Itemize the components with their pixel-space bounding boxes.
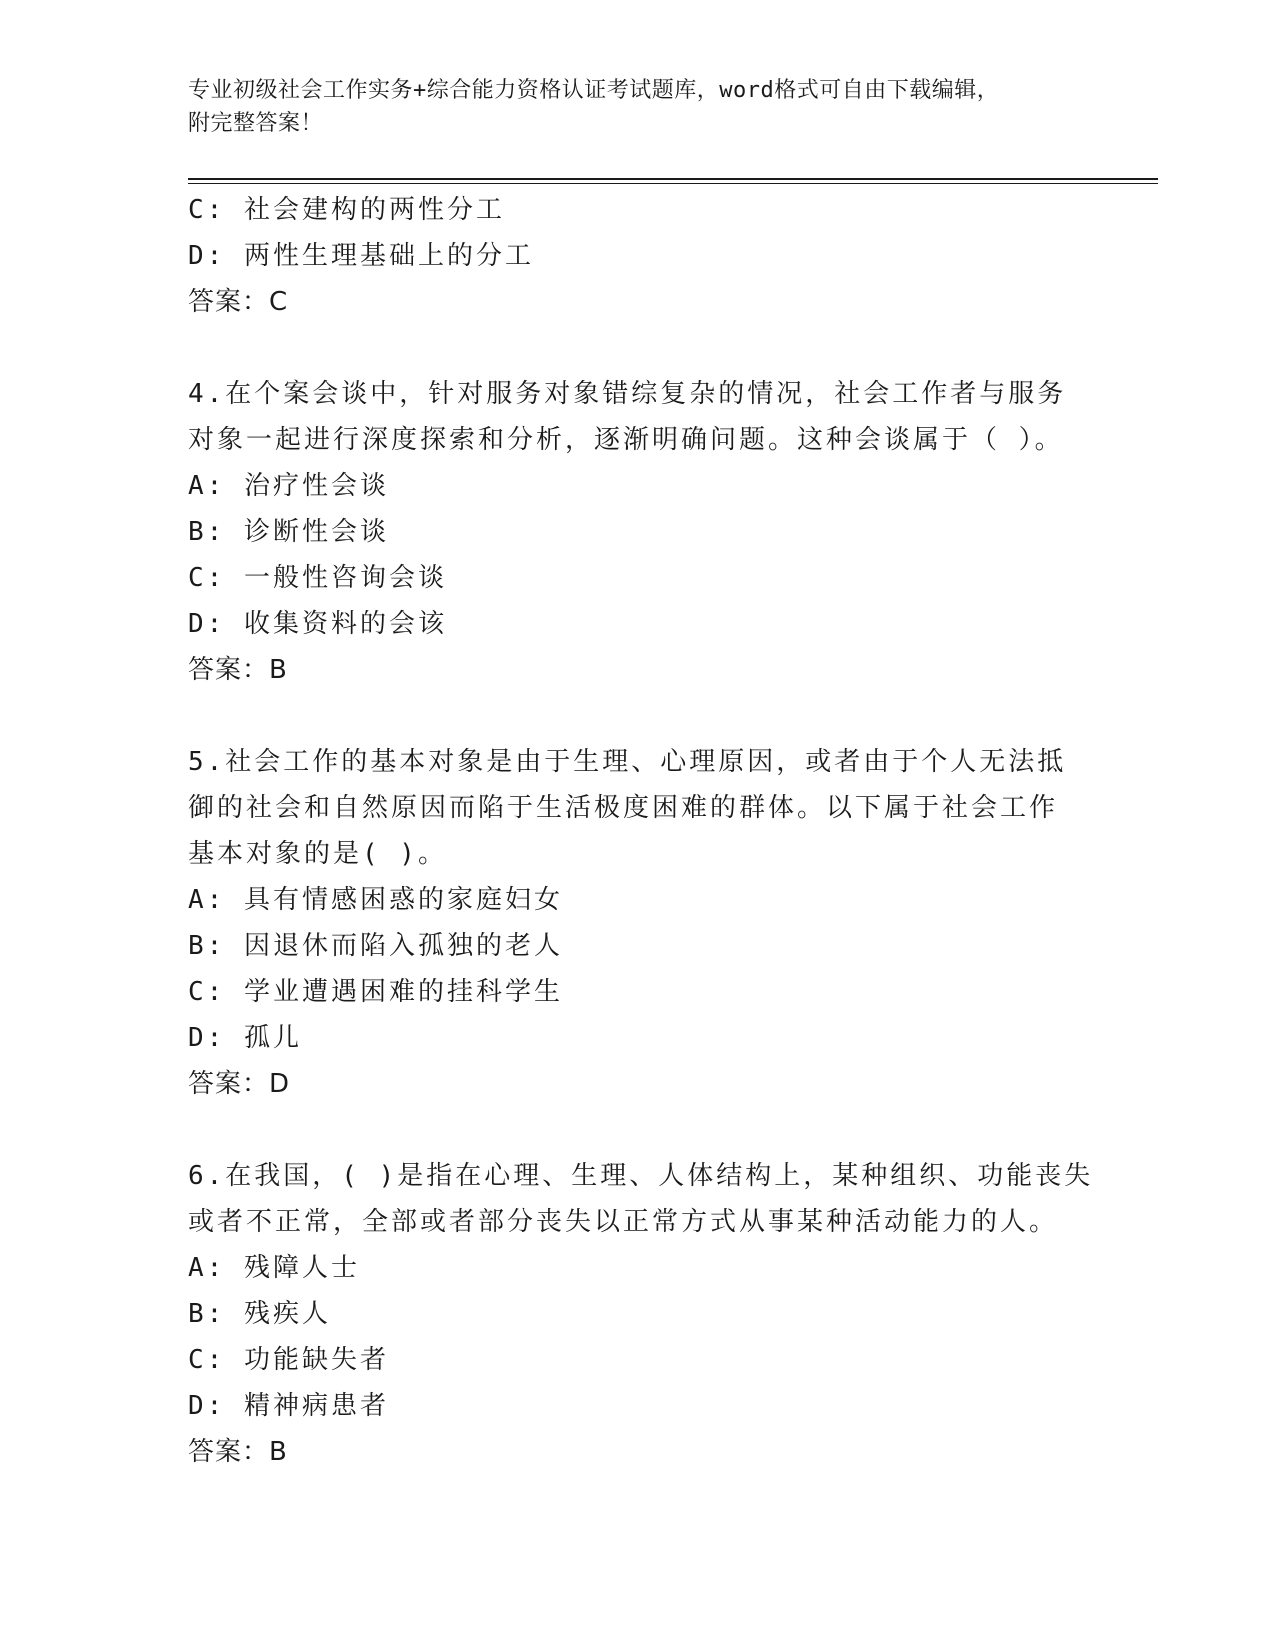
q6-stem-line-2: 或者不正常，全部或者部分丧失以正常方式从事某种活动能力的人。 [188, 1207, 1059, 1237]
question-list [188, 187, 1094, 1475]
question-5 [188, 739, 1088, 1107]
spacer [188, 325, 1088, 371]
question-3 [188, 187, 1088, 325]
q5-option-c: C: 学业遭遇困难的挂科学生 [188, 977, 563, 1007]
q6-option-c: C: 功能缺失者 [188, 1345, 389, 1375]
q6-option-a: A: 残障人士 [188, 1253, 360, 1283]
question-6 [188, 1153, 1094, 1475]
q3-answer: 答案：C [188, 287, 289, 317]
header-divider-thick [188, 178, 1158, 180]
spacer [188, 693, 1088, 739]
question-4 [188, 371, 1088, 693]
q6-option-b: B: 残疾人 [188, 1299, 331, 1329]
q4-answer: 答案：B [188, 655, 288, 685]
q5-option-b: B: 因退休而陷入孤独的老人 [188, 931, 563, 961]
q5-answer: 答案：D [188, 1069, 291, 1099]
q4-option-c: C: 一般性咨询会谈 [188, 563, 447, 593]
q6-stem-line-1: 6.在我国，( )是指在心理、生理、人体结构上，某种组织、功能丧失 [188, 1161, 1094, 1191]
q4-option-a: A: 治疗性会谈 [188, 471, 389, 501]
q5-option-d: D: 孤儿 [188, 1023, 302, 1053]
q6-option-d: D: 精神病患者 [188, 1391, 389, 1421]
q4-option-d: D: 收集资料的会该 [188, 609, 447, 639]
q4-stem-line-1: 4.在个案会谈中，针对服务对象错综复杂的情况，社会工作者与服务 [188, 379, 1067, 409]
header-line-2: 附完整答案！ [188, 111, 324, 136]
q5-stem-line-3: 基本对象的是( )。 [188, 839, 447, 869]
q3-option-c: C: 社会建构的两性分工 [188, 195, 505, 225]
q5-stem-line-2: 御的社会和自然原因而陷于生活极度困难的群体。以下属于社会工作 [188, 793, 1059, 823]
header-divider-thin [188, 183, 1158, 184]
q4-stem-line-2: 对象一起进行深度探索和分析，逐渐明确问题。这种会谈属于（ ）。 [188, 425, 1064, 455]
header-line-1: 专业初级社会工作实务+综合能力资格认证考试题库，word格式可自由下载编辑， [188, 78, 1000, 103]
spacer [188, 1107, 1088, 1153]
page-header [188, 74, 1088, 140]
q6-answer: 答案：B [188, 1437, 288, 1467]
q4-option-b: B: 诊断性会谈 [188, 517, 389, 547]
q5-option-a: A: 具有情感困惑的家庭妇女 [188, 885, 563, 915]
q5-stem-line-1: 5.社会工作的基本对象是由于生理、心理原因，或者由于个人无法抵 [188, 747, 1067, 777]
q3-option-d: D: 两性生理基础上的分工 [188, 241, 534, 271]
